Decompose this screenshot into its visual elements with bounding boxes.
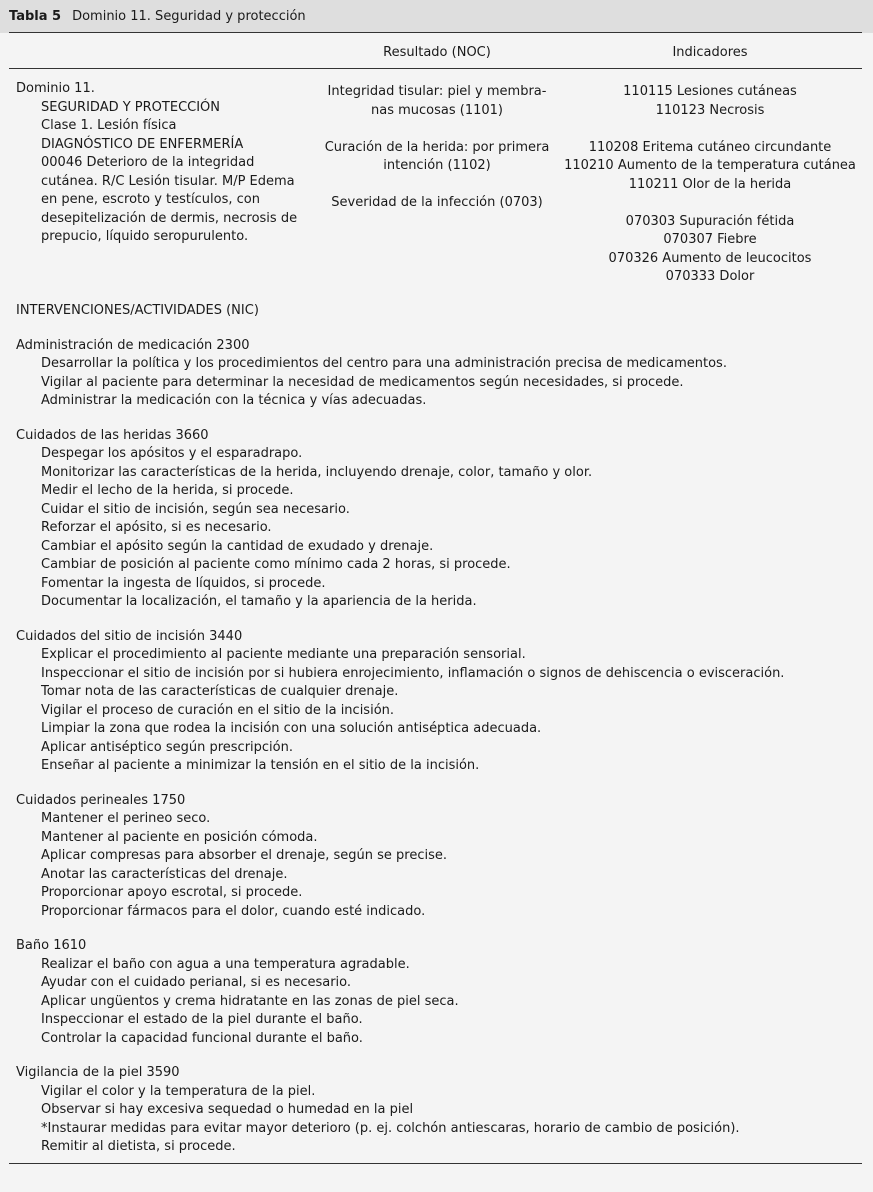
diagnosis-line: cutánea. R/C Lesión tisular. M/P Edema: [41, 173, 295, 189]
intervention-item: Limpiar la zona que rodea la incisión con una solución antiséptica adecuada.: [41, 721, 542, 736]
intervention-item: Explicar el procedimiento al paciente mediante una preparación sensorial.: [41, 647, 526, 662]
intervention-item: Ayudar con el cuidado perianal, si es necesario.: [41, 975, 352, 990]
diagnosis-domain: Dominio 11.: [16, 81, 95, 96]
intervention-item: Controlar la capacidad funcional durante el baño.: [41, 1030, 363, 1046]
intervention-item: Administrar la medicación con la técnica y vías adecuadas.: [41, 393, 427, 408]
diagnosis-line: prepucio, líquido seropurulento.: [41, 229, 249, 244]
nic-heading: INTERVENCIONES/ACTIVIDADES (NIC): [16, 303, 259, 318]
indicator-item: 110115 Lesiones cutáneas: [623, 84, 797, 99]
intervention-item: Remitir al dietista, si procede.: [41, 1139, 236, 1154]
diagnosis-line: desepitelización de dermis, necrosis de: [41, 210, 298, 226]
intervention-item: Cambiar de posición al paciente como mínimo cada 2 horas, si procede.: [41, 557, 511, 572]
intervention-title: Cuidados del sitio de incisión 3440: [16, 628, 243, 644]
intervention-item: Cuidar el sitio de incisión, según sea necesario.: [41, 501, 350, 517]
intervention-item: Aplicar antiséptico según prescripción.: [41, 739, 293, 755]
intervention-item: Vigilar el color y la temperatura de la piel.: [41, 1083, 316, 1099]
intervention-item: Enseñar al paciente a minimizar la tensión en el sitio de la incisión.: [41, 758, 480, 773]
intervention-item: Proporcionar fármacos para el dolor, cuando esté indicado.: [41, 903, 426, 919]
intervention-item: Anotar las características del drenaje.: [41, 866, 288, 882]
intervention-item: Aplicar ungüentos y crema hidratante en las zonas de piel seca.: [41, 993, 459, 1009]
interventions-block: [16, 302, 784, 1157]
diagnosis-block: [16, 80, 297, 247]
intervention-item: Proporcionar apoyo escrotal, si procede.: [41, 885, 303, 900]
intervention-item: Reforzar el apósito, si es necesario.: [41, 520, 272, 535]
noc-severidad: Severidad de la infección (0703): [331, 195, 543, 210]
intervention-item: Documentar la localización, el tamaño y la apariencia de la herida.: [41, 594, 477, 609]
noc-block: [297, 83, 577, 213]
intervention-item: Realizar el baño con agua a una temperatura agradable.: [41, 956, 410, 972]
intervention-title: Cuidados perineales 1750: [16, 792, 186, 808]
intervention-item: Vigilar al paciente para determinar la necesidad de medicamentos según necesidades, si procede.: [41, 374, 684, 390]
indicator-item: 070333 Dolor: [665, 269, 755, 284]
intervention-title: Vigilancia de la piel 3590: [16, 1065, 180, 1080]
indicator-item: 110208 Eritema cutáneo circundante: [588, 139, 832, 155]
column-header-resultado: Resultado (NOC): [383, 45, 491, 60]
diagnosis-line: 00046 Deterioro de la integridad: [41, 155, 255, 170]
intervention-item: Despegar los apósitos y el esparadrapo.: [41, 446, 303, 461]
intervention-item: Monitorizar las características de la herida, incluyendo drenaje, color, tamaño y olor.: [41, 464, 593, 480]
bottom-rule: [9, 1163, 862, 1164]
noc-curacion-cont: intención (1102): [383, 158, 491, 173]
indicator-item: 070303 Supuración fétida: [625, 213, 795, 229]
diagnosis-line: SEGURIDAD Y PROTECCIÓN: [41, 99, 221, 115]
top-rule: [9, 32, 862, 33]
intervention-item: Fomentar la ingesta de líquidos, si procede.: [41, 575, 326, 591]
intervention-item: *Instaurar medidas para evitar mayor deterioro (p. ej. colchón antiescaras, horario de cambio de posición).: [41, 1120, 740, 1136]
indicator-item: 110210 Aumento de la temperatura cutánea: [564, 158, 856, 173]
table-caption: [9, 9, 306, 25]
column-header-indicadores: Indicadores: [672, 45, 748, 60]
noc-integridad-cont: nas mucosas (1101): [371, 102, 503, 118]
indicators-block: [555, 83, 865, 287]
intervention-item: Mantener el perineo seco.: [41, 811, 211, 826]
intervention-item: Inspeccionar el estado de la piel durante el baño.: [41, 1012, 363, 1027]
diagnosis-line: DIAGNÓSTICO DE ENFERMERÍA: [41, 136, 244, 152]
intervention-title: Baño 1610: [16, 938, 87, 953]
header-rule: [9, 68, 862, 69]
diagnosis-line: en pene, escroto y testículos, con: [41, 192, 260, 207]
intervention-title: Administración de medicación 2300: [16, 337, 250, 353]
indicator-item: 110123 Necrosis: [655, 102, 765, 118]
intervention-item: Mantener al paciente en posición cómoda.: [41, 829, 318, 845]
intervention-item: Vigilar el proceso de curación en el sitio de la incisión.: [41, 702, 395, 718]
intervention-item: Observar si hay excesiva sequedad o humedad en la piel: [41, 1102, 414, 1117]
table-title: Dominio 11. Seguridad y protección: [72, 9, 306, 24]
noc-curacion: Curación de la herida: por primera: [324, 139, 550, 155]
intervention-title: Cuidados de las heridas 3660: [16, 427, 209, 443]
intervention-item: Medir el lecho de la herida, si procede.: [41, 483, 294, 498]
indicator-item: 110211 Olor de la herida: [628, 176, 792, 192]
intervention-item: Inspeccionar el sitio de incisión por si hubiera enrojecimiento, inflamación o signos de dehiscencia o evisceración.: [41, 665, 785, 681]
table-label: Tabla 5: [9, 9, 62, 24]
intervention-item: Tomar nota de las características de cualquier drenaje.: [41, 684, 399, 699]
intervention-item: Aplicar compresas para absorber el drenaje, según se precise.: [41, 848, 447, 863]
intervention-item: Cambiar el apósito según la cantidad de exudado y drenaje.: [41, 538, 434, 554]
indicator-item: 070326 Aumento de leucocitos: [608, 250, 812, 266]
indicator-item: 070307 Fiebre: [663, 232, 757, 247]
intervention-item: Desarrollar la política y los procedimientos del centro para una administración precisa de medicamentos.: [41, 356, 727, 371]
diagnosis-line: Clase 1. Lesión física: [41, 118, 177, 133]
noc-integridad: Integridad tisular: piel y membra-: [327, 84, 547, 99]
